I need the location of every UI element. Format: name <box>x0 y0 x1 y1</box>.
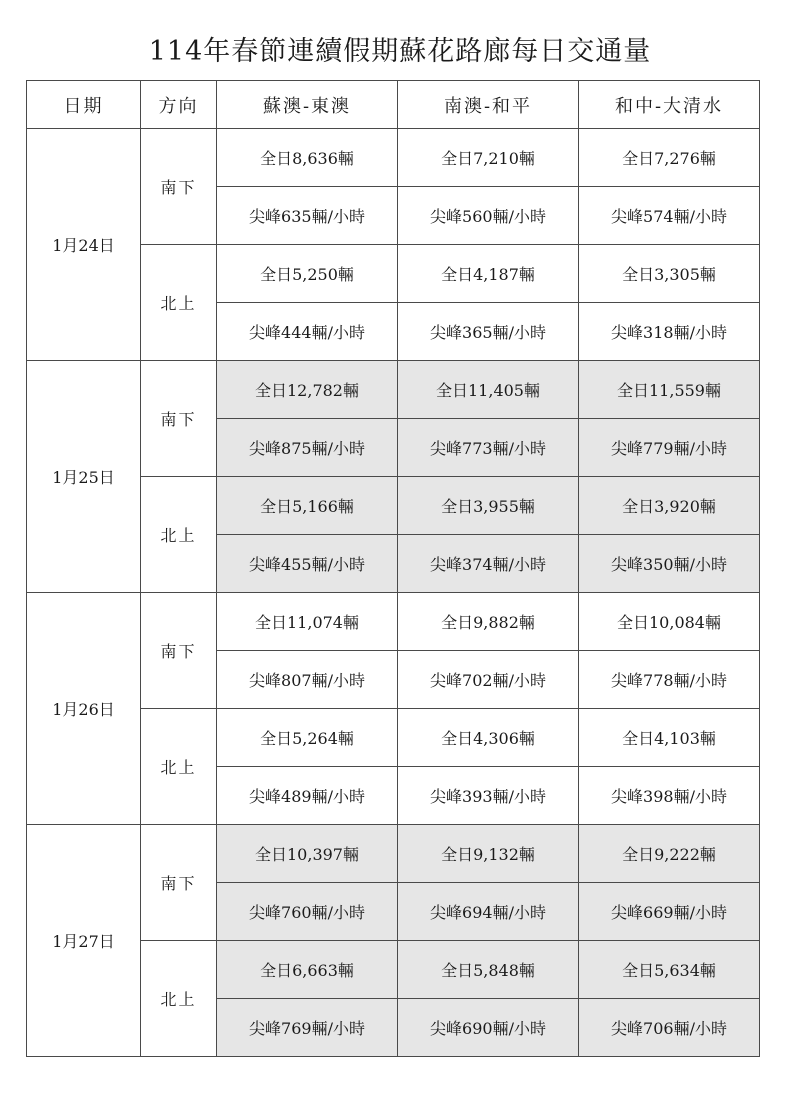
header-segment-hezhong-daqingshui: 和中-大清水 <box>579 81 760 129</box>
direction-cell: 北上 <box>141 941 217 1057</box>
value-cell: 全日5,250輛 <box>217 245 398 303</box>
value-cell: 尖峰574輛/小時 <box>579 187 760 245</box>
value-cell: 全日3,955輛 <box>398 477 579 535</box>
value-cell: 全日12,782輛 <box>217 361 398 419</box>
header-direction: 方向 <box>141 81 217 129</box>
direction-cell: 北上 <box>141 245 217 361</box>
page-title: 114年春節連續假期蘇花路廊每日交通量 <box>148 36 652 67</box>
value-cell: 全日3,305輛 <box>579 245 760 303</box>
value-cell: 尖峰694輛/小時 <box>398 883 579 941</box>
value-cell: 全日4,187輛 <box>398 245 579 303</box>
value-cell: 尖峰706輛/小時 <box>579 999 760 1057</box>
value-cell: 全日5,634輛 <box>579 941 760 999</box>
value-cell: 全日3,920輛 <box>579 477 760 535</box>
value-cell: 全日11,559輛 <box>579 361 760 419</box>
table-row <box>27 361 760 419</box>
value-cell: 尖峰318輛/小時 <box>579 303 760 361</box>
value-cell: 尖峰690輛/小時 <box>398 999 579 1057</box>
value-cell: 尖峰779輛/小時 <box>579 419 760 477</box>
header-segment-suao-dongao: 蘇澳-東澳 <box>217 81 398 129</box>
value-cell: 全日7,210輛 <box>398 129 579 187</box>
value-cell: 全日4,306輛 <box>398 709 579 767</box>
date-cell: 1月27日 <box>27 825 141 1057</box>
value-cell: 尖峰444輛/小時 <box>217 303 398 361</box>
table-row <box>27 129 760 187</box>
header-date: 日期 <box>27 81 141 129</box>
date-cell: 1月26日 <box>27 593 141 825</box>
direction-cell: 南下 <box>141 593 217 709</box>
value-cell: 全日9,882輛 <box>398 593 579 651</box>
header-row <box>27 81 760 129</box>
value-cell: 全日8,636輛 <box>217 129 398 187</box>
value-cell: 尖峰875輛/小時 <box>217 419 398 477</box>
value-cell: 尖峰778輛/小時 <box>579 651 760 709</box>
value-cell: 尖峰365輛/小時 <box>398 303 579 361</box>
value-cell: 尖峰489輛/小時 <box>217 767 398 825</box>
value-cell: 尖峰560輛/小時 <box>398 187 579 245</box>
value-cell: 全日11,074輛 <box>217 593 398 651</box>
date-cell: 1月25日 <box>27 361 141 593</box>
value-cell: 全日9,132輛 <box>398 825 579 883</box>
value-cell: 尖峰760輛/小時 <box>217 883 398 941</box>
value-cell: 全日5,848輛 <box>398 941 579 999</box>
value-cell: 全日10,084輛 <box>579 593 760 651</box>
header-segment-nanao-heping: 南澳-和平 <box>398 81 579 129</box>
value-cell: 尖峰393輛/小時 <box>398 767 579 825</box>
value-cell: 全日11,405輛 <box>398 361 579 419</box>
direction-cell: 北上 <box>141 709 217 825</box>
direction-cell: 北上 <box>141 477 217 593</box>
value-cell: 尖峰773輛/小時 <box>398 419 579 477</box>
value-cell: 尖峰669輛/小時 <box>579 883 760 941</box>
value-cell: 全日5,166輛 <box>217 477 398 535</box>
table-row <box>27 593 760 651</box>
value-cell: 全日9,222輛 <box>579 825 760 883</box>
value-cell: 尖峰374輛/小時 <box>398 535 579 593</box>
value-cell: 全日10,397輛 <box>217 825 398 883</box>
direction-cell: 南下 <box>141 361 217 477</box>
value-cell: 尖峰635輛/小時 <box>217 187 398 245</box>
value-cell: 全日7,276輛 <box>579 129 760 187</box>
value-cell: 全日5,264輛 <box>217 709 398 767</box>
traffic-table <box>26 80 760 1057</box>
value-cell: 尖峰807輛/小時 <box>217 651 398 709</box>
date-cell: 1月24日 <box>27 129 141 361</box>
value-cell: 全日4,103輛 <box>579 709 760 767</box>
value-cell: 尖峰769輛/小時 <box>217 999 398 1057</box>
value-cell: 尖峰398輛/小時 <box>579 767 760 825</box>
value-cell: 全日6,663輛 <box>217 941 398 999</box>
value-cell: 尖峰702輛/小時 <box>398 651 579 709</box>
direction-cell: 南下 <box>141 825 217 941</box>
direction-cell: 南下 <box>141 129 217 245</box>
table-row <box>27 825 760 883</box>
value-cell: 尖峰350輛/小時 <box>579 535 760 593</box>
value-cell: 尖峰455輛/小時 <box>217 535 398 593</box>
